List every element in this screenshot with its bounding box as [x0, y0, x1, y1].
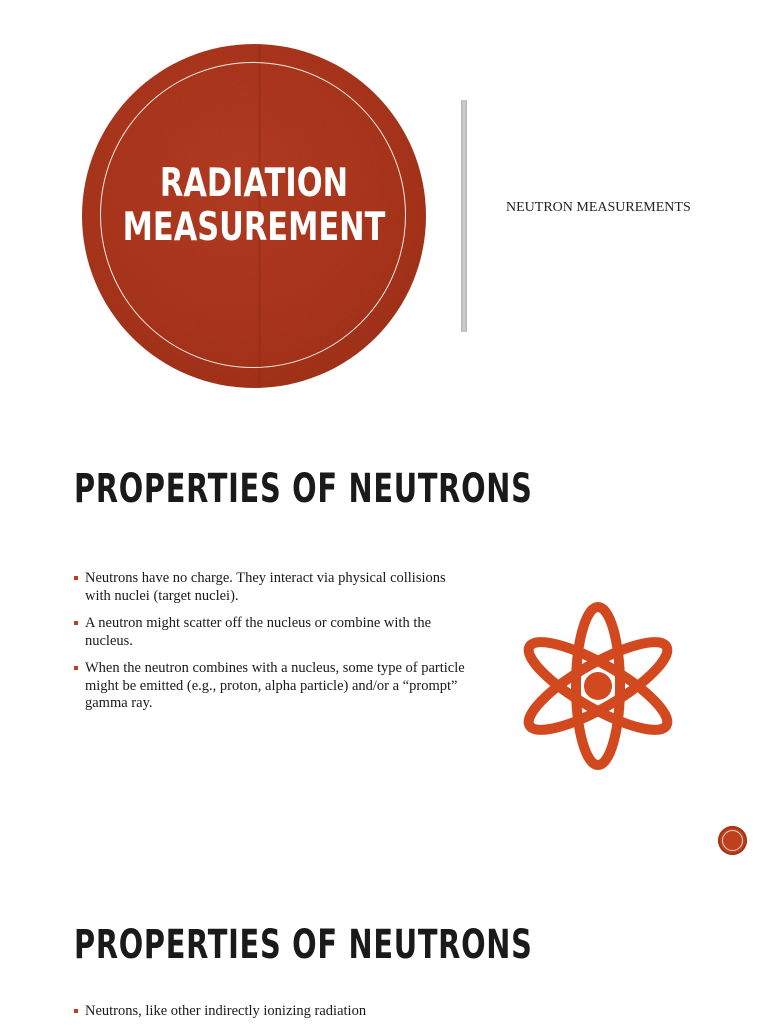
- next-slide-button[interactable]: [718, 826, 747, 855]
- title-slide: [0, 0, 768, 410]
- slide2-bullet-list: [74, 570, 474, 723]
- slide2-heading: PROPERTIES OF NEUTRONS: [74, 466, 533, 512]
- slide-subtitle: NEUTRON MEASUREMENTS: [506, 200, 691, 215]
- slide3-heading: PROPERTIES OF NEUTRONS: [74, 922, 533, 968]
- vertical-divider: [461, 100, 467, 332]
- bullet-item: A neutron might scatter off the nucleus or combine with the nucleus.: [74, 615, 474, 650]
- bullet-item: Neutrons, like other indirectly ionizing radiation: [74, 1003, 474, 1021]
- slide-title: [120, 162, 388, 250]
- atom-icon: [518, 598, 678, 774]
- slide3-bullet-list: [74, 1003, 474, 1031]
- bullet-item: Neutrons have no charge. They interact via physical collisions with nuclei (target nuclei).: [74, 570, 474, 605]
- title-line-2: MEASUREMENT: [122, 205, 386, 250]
- bullet-item: When the neutron combines with a nucleus, some type of particle might be emitted (e.g., proton, alpha particle) and/or a “prompt” gamma ray.: [74, 660, 474, 713]
- title-circle: [82, 44, 426, 388]
- title-line-1: RADIATION: [159, 161, 349, 206]
